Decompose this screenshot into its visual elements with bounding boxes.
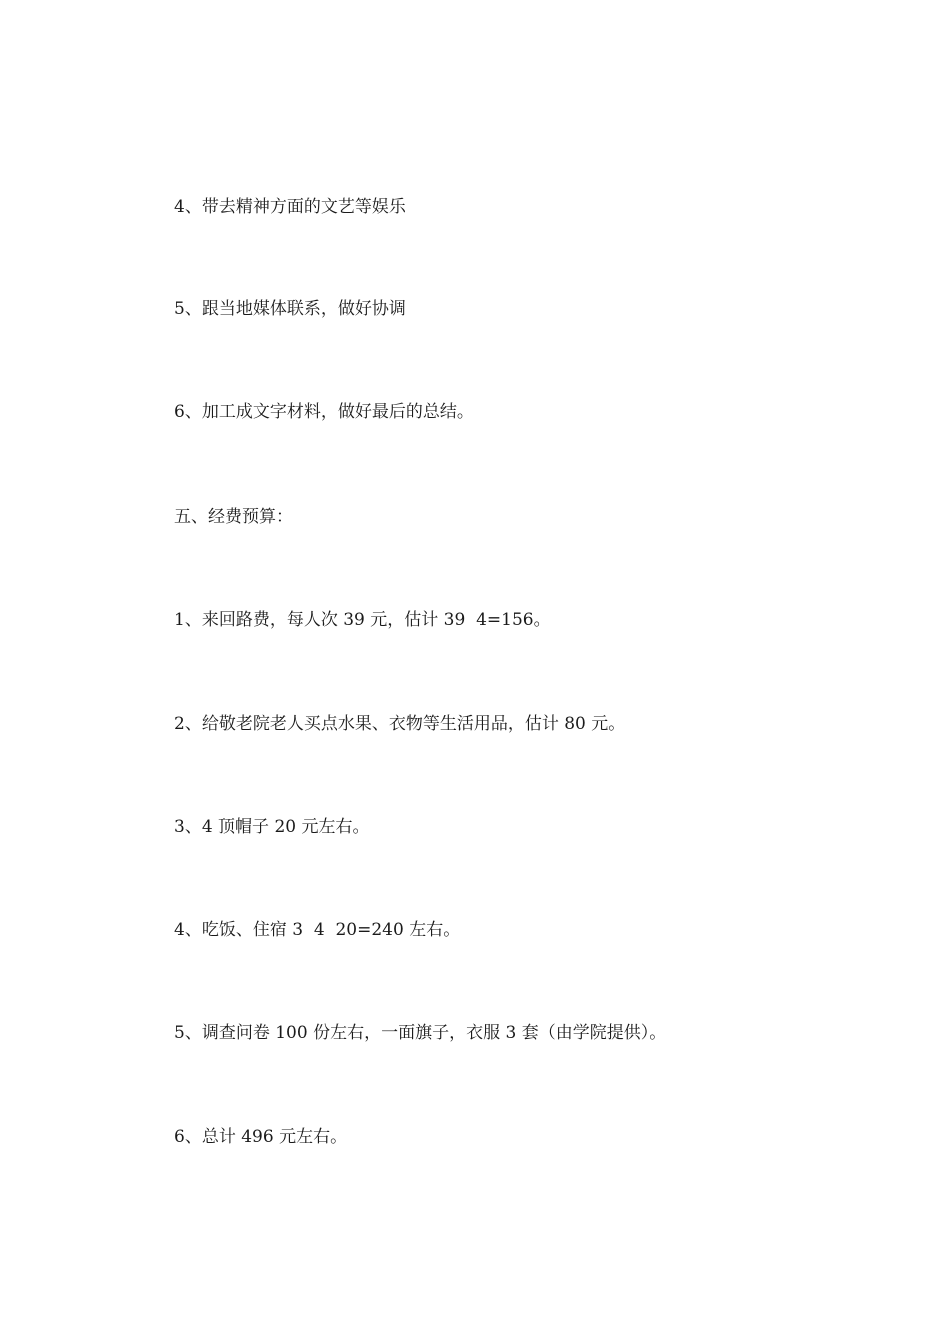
section-heading-budget: 五、经费预算： [174,507,293,527]
item-5-media-contact: 5、跟当地媒体联系，做好协调 [174,299,406,319]
budget-item-1-travel: 1、来回路费，每人次 39 元，估计 39 4=156。 [174,610,551,630]
budget-item-5-questionnaires: 5、调查问卷 100 份左右，一面旗子，衣服 3 套（由学院提供）。 [174,1023,667,1043]
budget-item-2-supplies: 2、给敬老院老人买点水果、衣物等生活用品，估计 80 元。 [174,714,626,734]
budget-item-4-food-lodging: 4、吃饭、住宿 3 4 20=240 左右。 [174,920,461,940]
budget-item-3-hats: 3、4 顶帽子 20 元左右。 [174,817,370,837]
budget-item-6-total: 6、总计 496 元左右。 [174,1127,348,1147]
item-4-entertainment: 4、带去精神方面的文艺等娱乐 [174,197,406,217]
item-6-summary: 6、加工成文字材料，做好最后的总结。 [174,402,474,422]
